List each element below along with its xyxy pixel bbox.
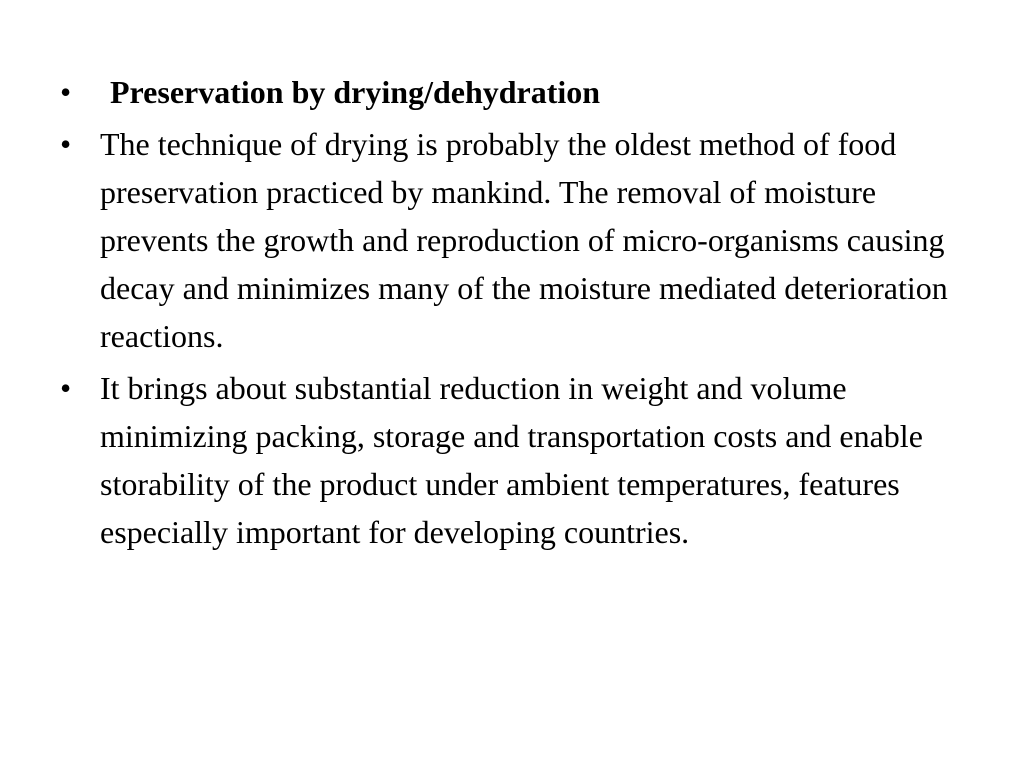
bullet-item-drying-technique — [56, 120, 956, 360]
bullet-mark: • — [60, 126, 72, 162]
paragraph-drying-technique: The technique of drying is probably the oldest method of food preservation practiced by mankind. The removal of moisture prevents the growth and reproduction of micro-organisms causing decay and minimizes many of the moisture mediated deterioration reactions. — [100, 126, 948, 354]
bullet-list — [56, 68, 956, 560]
bullet-item-heading — [56, 68, 956, 116]
paragraph-weight-reduction: It brings about substantial reduction in weight and volume minimizing packing, storage and transportation costs and enable storability of the product under ambient temperatures, features especially important for developing countries. — [100, 370, 923, 550]
bullet-mark: • — [60, 74, 72, 110]
bullet-item-weight-reduction — [56, 364, 956, 556]
slide-heading: Preservation by drying/dehydration — [110, 74, 601, 110]
bullet-mark: • — [60, 370, 72, 406]
